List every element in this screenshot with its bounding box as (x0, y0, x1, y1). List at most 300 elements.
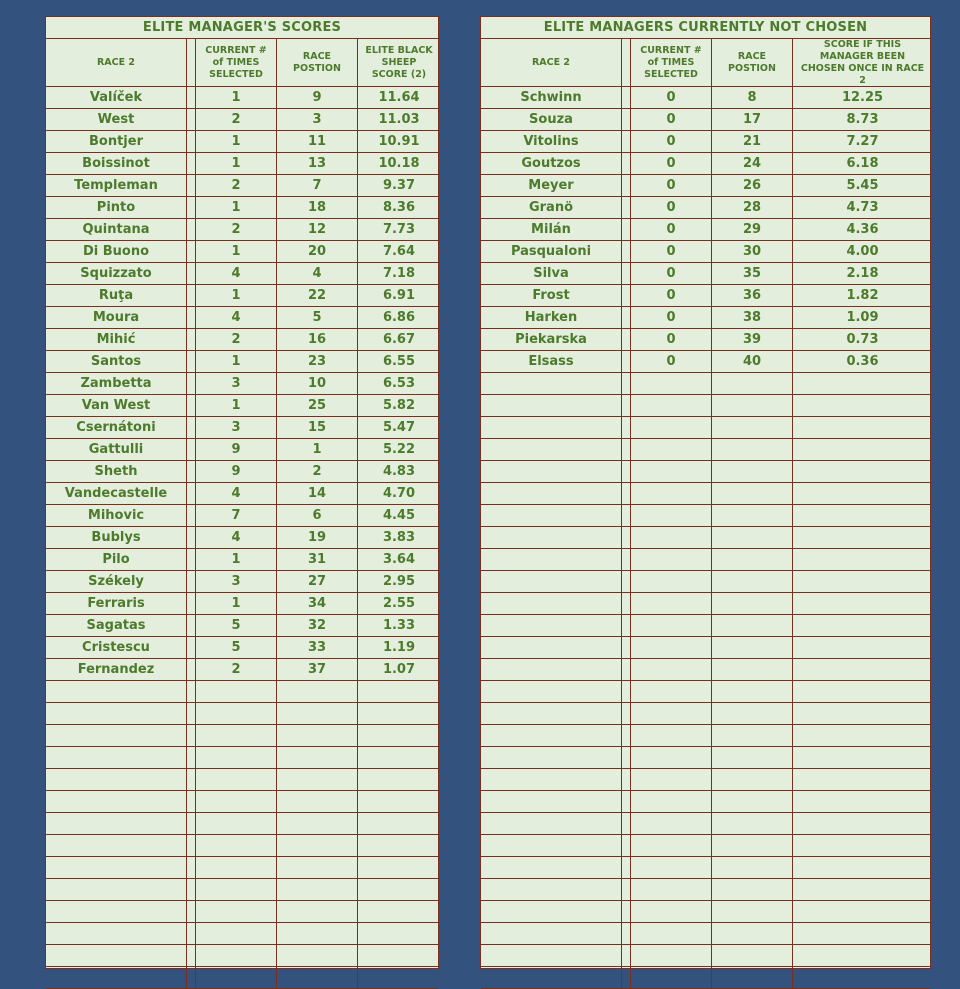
times-selected-cell: 2 (196, 219, 277, 240)
score-cell (793, 703, 932, 724)
header-score: SCORE IF THIS MANAGER BEEN CHOSEN ONCE IN RACE 2 (800, 39, 925, 86)
column-spacer (622, 175, 631, 196)
score-cell: 1.82 (846, 288, 879, 303)
table-row (481, 857, 930, 879)
column-spacer (187, 593, 196, 614)
score-cell (793, 593, 932, 614)
manager-name-cell (481, 439, 622, 460)
score-cell (793, 967, 932, 988)
score-cell (358, 725, 440, 746)
times-selected-cell (631, 417, 712, 438)
times-selected-cell (631, 395, 712, 416)
race-position-cell: 31 (277, 549, 358, 570)
table-row (46, 285, 438, 307)
table-row (481, 945, 930, 967)
column-spacer (187, 659, 196, 680)
score-cell: 11.64 (378, 90, 420, 105)
manager-name-cell (481, 527, 622, 548)
manager-name-cell (46, 747, 187, 768)
column-spacer (187, 263, 196, 284)
column-spacer (622, 901, 631, 922)
table-row (481, 549, 930, 571)
table-row (46, 637, 438, 659)
score-cell: 10.18 (378, 156, 420, 171)
race-position-cell: 34 (277, 593, 358, 614)
times-selected-cell (631, 593, 712, 614)
score-cell: 2.18 (846, 266, 879, 281)
table-row (481, 725, 930, 747)
race-position-cell (712, 747, 793, 768)
race-position-cell: 7 (277, 175, 358, 196)
manager-name-cell (481, 967, 622, 988)
column-spacer (187, 131, 196, 152)
race-position-cell: 6 (277, 505, 358, 526)
table-row (481, 769, 930, 791)
manager-name-cell: Vitolins (481, 131, 622, 152)
score-cell: 11.03 (378, 112, 420, 127)
manager-name-cell: Boissinot (46, 153, 187, 174)
race-position-cell: 8 (712, 87, 793, 108)
manager-name-cell (46, 967, 187, 988)
times-selected-cell: 7 (196, 505, 277, 526)
times-selected-cell (631, 659, 712, 680)
table-row (46, 395, 438, 417)
table-row (481, 285, 930, 307)
column-spacer (187, 439, 196, 460)
score-cell (793, 483, 932, 504)
race-position-cell (712, 395, 793, 416)
column-spacer (187, 769, 196, 790)
manager-name-cell (481, 549, 622, 570)
table-row (481, 637, 930, 659)
race-position-cell: 28 (712, 197, 793, 218)
column-spacer (622, 351, 631, 372)
score-cell (358, 681, 440, 702)
column-spacer (622, 945, 631, 966)
times-selected-cell: 0 (631, 285, 712, 306)
score-cell: 7.27 (846, 134, 879, 149)
times-selected-cell: 0 (631, 175, 712, 196)
score-cell: 7.64 (382, 244, 416, 259)
times-selected-cell (196, 879, 277, 900)
race-position-cell (277, 681, 358, 702)
header-race-2: RACE 2 (481, 39, 622, 86)
race-position-cell (712, 505, 793, 526)
times-selected-cell (631, 945, 712, 966)
score-cell: 6.53 (382, 376, 416, 391)
column-spacer (187, 527, 196, 548)
column-spacer (622, 857, 631, 878)
score-cell: 3.83 (382, 530, 416, 545)
score-cell (793, 527, 932, 548)
score-cell (793, 571, 932, 592)
manager-name-cell (481, 395, 622, 416)
table-row (481, 593, 930, 615)
race-position-cell: 12 (277, 219, 358, 240)
score-cell (358, 769, 440, 790)
score-cell (793, 659, 932, 680)
table-row (46, 307, 438, 329)
manager-name-cell: Sagatas (46, 615, 187, 636)
race-position-cell (712, 879, 793, 900)
times-selected-cell: 0 (631, 131, 712, 152)
race-position-cell (277, 879, 358, 900)
race-position-cell: 36 (712, 285, 793, 306)
race-position-cell (712, 549, 793, 570)
column-spacer (187, 813, 196, 834)
score-cell: 5.45 (846, 178, 879, 193)
column-spacer (187, 747, 196, 768)
race-position-cell (712, 615, 793, 636)
score-cell: 1.07 (382, 662, 416, 677)
manager-name-cell (46, 681, 187, 702)
times-selected-cell (196, 681, 277, 702)
table-row (46, 725, 438, 747)
times-selected-cell: 0 (631, 153, 712, 174)
table-row (46, 241, 438, 263)
times-selected-cell: 0 (631, 241, 712, 262)
table-row (46, 791, 438, 813)
header-score: ELITE BLACK SHEEP SCORE (2) (365, 44, 433, 80)
race-position-cell (712, 637, 793, 658)
race-position-cell (277, 725, 358, 746)
column-spacer (622, 373, 631, 394)
table-row (481, 219, 930, 241)
table-row (46, 175, 438, 197)
table-row (46, 923, 438, 945)
race-position-cell: 39 (712, 329, 793, 350)
times-selected-cell (196, 835, 277, 856)
table-row (481, 131, 930, 153)
column-spacer (622, 923, 631, 944)
score-cell (793, 615, 932, 636)
score-cell (793, 813, 932, 834)
column-spacer (187, 109, 196, 130)
race-position-cell: 38 (712, 307, 793, 328)
race-position-cell (277, 813, 358, 834)
table-row (46, 901, 438, 923)
race-position-cell (712, 571, 793, 592)
table-row (481, 197, 930, 219)
table-row (481, 483, 930, 505)
column-spacer (622, 395, 631, 416)
manager-name-cell: Goutzos (481, 153, 622, 174)
times-selected-cell (631, 703, 712, 724)
table-title: ELITE MANAGERS CURRENTLY NOT CHOSEN (481, 17, 930, 39)
table-row (46, 439, 438, 461)
score-cell: 6.91 (382, 288, 416, 303)
race-position-cell: 32 (277, 615, 358, 636)
column-spacer (622, 967, 631, 988)
score-cell: 4.45 (382, 508, 416, 523)
race-position-cell: 18 (277, 197, 358, 218)
column-spacer (622, 109, 631, 130)
score-cell (793, 945, 932, 966)
column-spacer (187, 549, 196, 570)
score-cell (358, 945, 440, 966)
race-position-cell (712, 527, 793, 548)
score-cell: 8.36 (382, 200, 416, 215)
race-position-cell (712, 901, 793, 922)
column-spacer (622, 153, 631, 174)
manager-name-cell (46, 857, 187, 878)
table-row (481, 329, 930, 351)
times-selected-cell: 2 (196, 109, 277, 130)
score-cell (358, 967, 440, 988)
times-selected-cell: 4 (196, 527, 277, 548)
score-cell: 1.09 (846, 310, 879, 325)
score-cell: 4.73 (846, 200, 879, 215)
column-spacer (622, 593, 631, 614)
manager-name-cell (46, 769, 187, 790)
score-cell: 2.55 (382, 596, 416, 611)
table-row (481, 571, 930, 593)
times-selected-cell (631, 879, 712, 900)
manager-name-cell: Van West (46, 395, 187, 416)
score-cell: 4.00 (846, 244, 879, 259)
race-position-cell: 20 (277, 241, 358, 262)
table-row (46, 483, 438, 505)
column-spacer (622, 131, 631, 152)
race-position-cell (277, 857, 358, 878)
times-selected-cell (196, 725, 277, 746)
manager-name-cell (481, 461, 622, 482)
table-row (481, 967, 930, 989)
column-spacer (622, 791, 631, 812)
manager-name-cell: Fernandez (46, 659, 187, 680)
manager-name-cell (481, 945, 622, 966)
times-selected-cell: 1 (196, 351, 277, 372)
table-row (481, 747, 930, 769)
column-spacer (187, 461, 196, 482)
column-spacer (187, 681, 196, 702)
times-selected-cell (631, 373, 712, 394)
race-position-cell: 26 (712, 175, 793, 196)
table-row (481, 813, 930, 835)
column-spacer (187, 967, 196, 988)
times-selected-cell (196, 857, 277, 878)
table-row (481, 659, 930, 681)
times-selected-cell (631, 791, 712, 812)
score-cell: 2.95 (382, 574, 416, 589)
table-row (481, 395, 930, 417)
table-row (481, 351, 930, 373)
table-row (46, 329, 438, 351)
score-cell: 1.33 (382, 618, 416, 633)
manager-name-cell: Milán (481, 219, 622, 240)
score-cell: 10.91 (378, 134, 420, 149)
column-spacer (187, 945, 196, 966)
table-row (481, 615, 930, 637)
race-position-cell: 14 (277, 483, 358, 504)
times-selected-cell: 3 (196, 571, 277, 592)
times-selected-cell: 4 (196, 307, 277, 328)
header-times-selected: CURRENT # of TIMES SELECTED (196, 39, 277, 86)
score-cell: 12.25 (841, 90, 884, 105)
column-spacer (622, 813, 631, 834)
race-position-cell (712, 835, 793, 856)
manager-name-cell: Di Buono (46, 241, 187, 262)
table-row (46, 813, 438, 835)
column-spacer (187, 197, 196, 218)
column-spacer (622, 417, 631, 438)
times-selected-cell: 0 (631, 351, 712, 372)
score-cell (793, 901, 932, 922)
header-times-selected: CURRENT # of TIMES SELECTED (631, 39, 712, 86)
times-selected-cell (196, 747, 277, 768)
score-cell (793, 857, 932, 878)
column-spacer (187, 39, 196, 86)
manager-name-cell: Meyer (481, 175, 622, 196)
column-spacer (187, 241, 196, 262)
times-selected-cell (196, 967, 277, 988)
race-position-cell: 5 (277, 307, 358, 328)
column-spacer (622, 461, 631, 482)
times-selected-cell (631, 439, 712, 460)
table-row (46, 593, 438, 615)
column-spacer (187, 901, 196, 922)
manager-name-cell (46, 813, 187, 834)
race-position-cell: 40 (712, 351, 793, 372)
manager-name-cell: Quintana (46, 219, 187, 240)
times-selected-cell (196, 945, 277, 966)
times-selected-cell: 1 (196, 131, 277, 152)
times-selected-cell: 0 (631, 307, 712, 328)
score-cell: 6.55 (382, 354, 416, 369)
column-spacer (187, 923, 196, 944)
score-cell (793, 395, 932, 416)
race-position-cell (277, 901, 358, 922)
manager-name-cell: Ferraris (46, 593, 187, 614)
race-position-cell (712, 659, 793, 680)
race-position-cell: 3 (277, 109, 358, 130)
column-spacer (622, 505, 631, 526)
column-spacer (187, 153, 196, 174)
manager-name-cell: Mihovic (46, 505, 187, 526)
times-selected-cell: 5 (196, 637, 277, 658)
race-position-cell (712, 681, 793, 702)
table-row (46, 527, 438, 549)
manager-name-cell: Templeman (46, 175, 187, 196)
table-row (481, 505, 930, 527)
manager-name-cell (481, 879, 622, 900)
column-spacer (622, 219, 631, 240)
table-row (46, 681, 438, 703)
column-spacer (187, 791, 196, 812)
score-cell: 3.64 (382, 552, 416, 567)
race-position-cell: 19 (277, 527, 358, 548)
score-cell: 9.37 (382, 178, 416, 193)
manager-name-cell: Székely (46, 571, 187, 592)
column-spacer (622, 329, 631, 350)
race-position-cell: 11 (277, 131, 358, 152)
manager-name-cell (46, 703, 187, 724)
times-selected-cell: 1 (196, 153, 277, 174)
table-row (481, 417, 930, 439)
manager-name-cell (481, 505, 622, 526)
score-cell (793, 439, 932, 460)
race-position-cell: 16 (277, 329, 358, 350)
times-selected-cell: 3 (196, 417, 277, 438)
manager-name-cell (481, 769, 622, 790)
column-spacer (622, 747, 631, 768)
manager-name-cell: Elsass (481, 351, 622, 372)
race-position-cell (277, 769, 358, 790)
table-row (46, 615, 438, 637)
times-selected-cell (631, 725, 712, 746)
table-row (481, 439, 930, 461)
times-selected-cell (631, 615, 712, 636)
manager-name-cell (46, 835, 187, 856)
times-selected-cell: 0 (631, 263, 712, 284)
column-spacer (187, 505, 196, 526)
times-selected-cell (631, 967, 712, 988)
table-row (46, 549, 438, 571)
race-position-cell: 25 (277, 395, 358, 416)
manager-name-cell (481, 923, 622, 944)
score-cell (358, 923, 440, 944)
manager-name-cell (481, 483, 622, 504)
score-cell (793, 747, 932, 768)
manager-name-cell: Piekarska (481, 329, 622, 350)
manager-name-cell: Gattulli (46, 439, 187, 460)
column-spacer (622, 285, 631, 306)
score-cell (358, 835, 440, 856)
times-selected-cell: 1 (196, 241, 277, 262)
times-selected-cell (631, 901, 712, 922)
manager-name-cell (46, 901, 187, 922)
race-position-cell: 2 (277, 461, 358, 482)
score-cell (358, 901, 440, 922)
score-cell: 5.47 (382, 420, 416, 435)
column-spacer (622, 439, 631, 460)
table-row (481, 153, 930, 175)
race-position-cell (712, 725, 793, 746)
table-row (481, 373, 930, 395)
race-position-cell: 9 (277, 87, 358, 108)
race-position-cell (712, 703, 793, 724)
race-position-cell (277, 703, 358, 724)
times-selected-cell: 2 (196, 659, 277, 680)
times-selected-cell: 0 (631, 87, 712, 108)
table-row (46, 505, 438, 527)
score-cell: 6.18 (846, 156, 879, 171)
race-position-cell: 21 (712, 131, 793, 152)
race-position-cell (277, 967, 358, 988)
score-cell (793, 373, 932, 394)
race-position-cell: 10 (277, 373, 358, 394)
score-cell: 6.67 (382, 332, 416, 347)
manager-name-cell: Sheth (46, 461, 187, 482)
manager-name-cell (481, 835, 622, 856)
manager-name-cell (481, 747, 622, 768)
times-selected-cell: 5 (196, 615, 277, 636)
race-position-cell: 1 (277, 439, 358, 460)
times-selected-cell: 0 (631, 219, 712, 240)
race-position-cell (277, 923, 358, 944)
table-row (481, 681, 930, 703)
race-position-cell: 35 (712, 263, 793, 284)
manager-name-cell (46, 923, 187, 944)
score-cell (793, 417, 932, 438)
column-spacer (622, 659, 631, 680)
table-row (46, 879, 438, 901)
score-cell (358, 879, 440, 900)
table-row (46, 219, 438, 241)
table-row (46, 373, 438, 395)
column-spacer (622, 615, 631, 636)
table-row (46, 109, 438, 131)
